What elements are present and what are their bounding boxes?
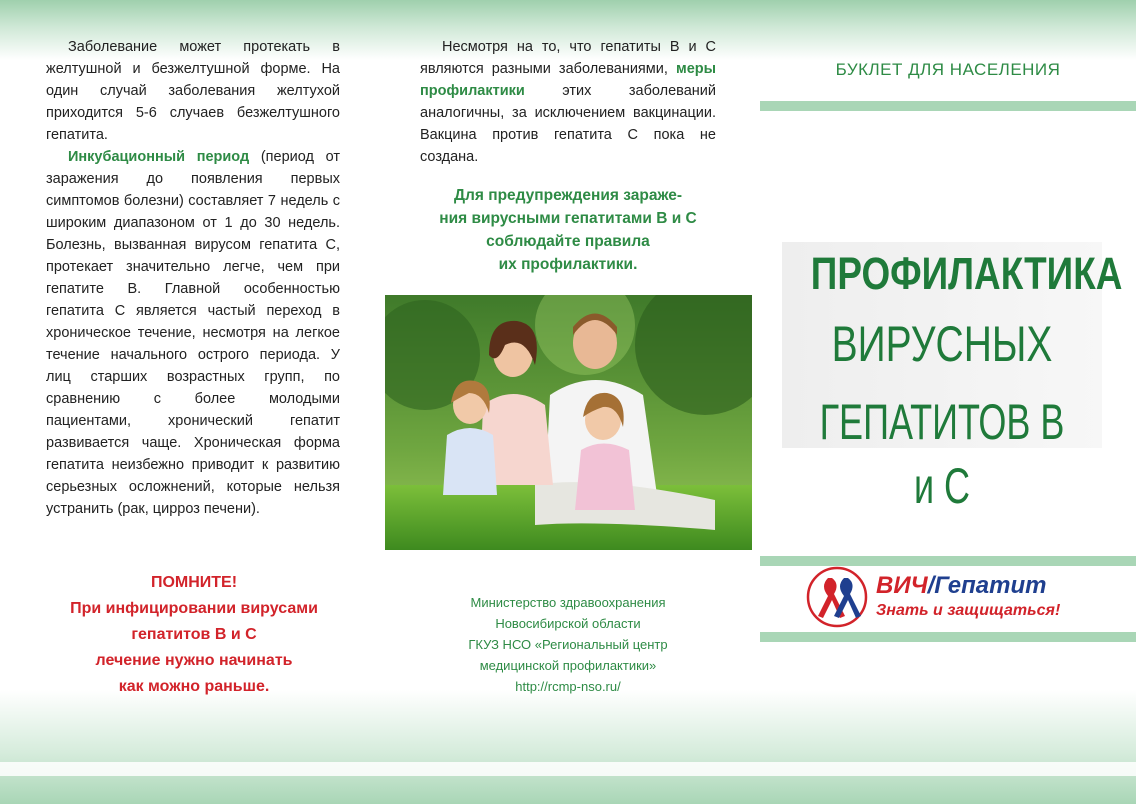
ministry-line-1: Министерство здравоохранения xyxy=(470,595,666,610)
ministry-credits xyxy=(420,592,716,697)
prevention-callout xyxy=(420,184,716,276)
middle-column-text xyxy=(420,36,716,168)
logo-hiv: ВИЧ xyxy=(876,572,928,599)
callout-line-3: соблюдайте правила xyxy=(486,233,650,250)
callout-line-2: ния вирусными гепатитами В и С xyxy=(439,210,697,227)
bottom-stripe xyxy=(0,762,1136,776)
booklet-label: БУКЛЕТ ДЛЯ НАСЕЛЕНИЯ xyxy=(835,60,1061,79)
family-photo xyxy=(385,295,752,550)
remember-line-1: При инфицировании вирусами xyxy=(70,600,318,617)
remember-line-2: гепатитов В и С xyxy=(131,626,257,643)
callout-line-4: их профилактики. xyxy=(498,256,638,273)
ministry-line-2: Новосибирской области xyxy=(495,616,641,631)
cover-band-middle xyxy=(760,556,1136,566)
incubation-term: Инкубационный период xyxy=(68,149,250,165)
ministry-url[interactable]: http://rcmp-nso.ru/ xyxy=(515,679,621,694)
remember-title: ПОМНИТЕ! xyxy=(150,574,238,591)
logo-hepatitis: Гепатит xyxy=(934,572,1047,599)
ministry-line-3: ГКУЗ НСО «Региональный центр xyxy=(468,637,668,652)
logo-title xyxy=(876,572,1047,600)
cover-band-top xyxy=(760,101,1136,111)
ribbons-icon xyxy=(806,566,868,628)
prevention-end: этих заболеваний аналогичны, за исключением вакцинации. Вакцина против гепатита С пока не создана. xyxy=(420,83,716,165)
paragraph-prevention xyxy=(420,36,716,168)
remember-notice xyxy=(44,570,344,700)
cover-title-line-2: ВИРУСНЫХ xyxy=(831,316,1053,372)
incubation-text: (период от заражения до появления первых симптомов болезни) составляет 7 недель с широким диапазоном от 1 до 30 недель. Болезнь, вызванная вирусом гепатита С, протекает значительно легче, чем при гепатите В. Главной особенностью гепатита С является частый переход в хроническое течение, несмотря на легкое течение начального острого периода. У лиц старших возрастных групп, по сравнению с более молодыми пациентами, хронический гепатит развивается чаще. Хроническая форма гепатита неизбежно приводит к развитию серьезных осложнений, которые нельзя устранить (рак, цирроз печени). xyxy=(46,149,340,517)
prevention-start: Несмотря на то, что гепатиты В и С являются разными заболеваниями, xyxy=(420,39,716,77)
remember-line-3: лечение нужно начинать xyxy=(95,652,293,669)
logo-slash: / xyxy=(927,572,935,599)
logo-tagline: Знать и защищаться! xyxy=(876,602,1061,619)
cover-title-line-1: ПРОФИЛАКТИКА xyxy=(810,248,1123,299)
bottom-gradient-band xyxy=(0,690,1136,804)
left-column-text xyxy=(46,36,340,520)
cover-band-bottom xyxy=(760,632,1136,642)
paragraph-incubation xyxy=(46,146,340,520)
paragraph-forms: Заболевание может протекать в желтушной и безжелтушной форме. На один случай заболевания желтухой приходится 5-6 случаев безжелтушного гепатита. xyxy=(46,39,340,143)
ministry-line-4: медицинской профилактики» xyxy=(479,658,657,673)
cover-title-line-3: ГЕПАТИТОВ В и С xyxy=(819,394,1065,514)
prevention-term: меры профилактики xyxy=(420,61,716,99)
callout-line-1: Для предупреждения зараже- xyxy=(453,187,683,204)
remember-line-4: как можно раньше. xyxy=(118,678,270,695)
